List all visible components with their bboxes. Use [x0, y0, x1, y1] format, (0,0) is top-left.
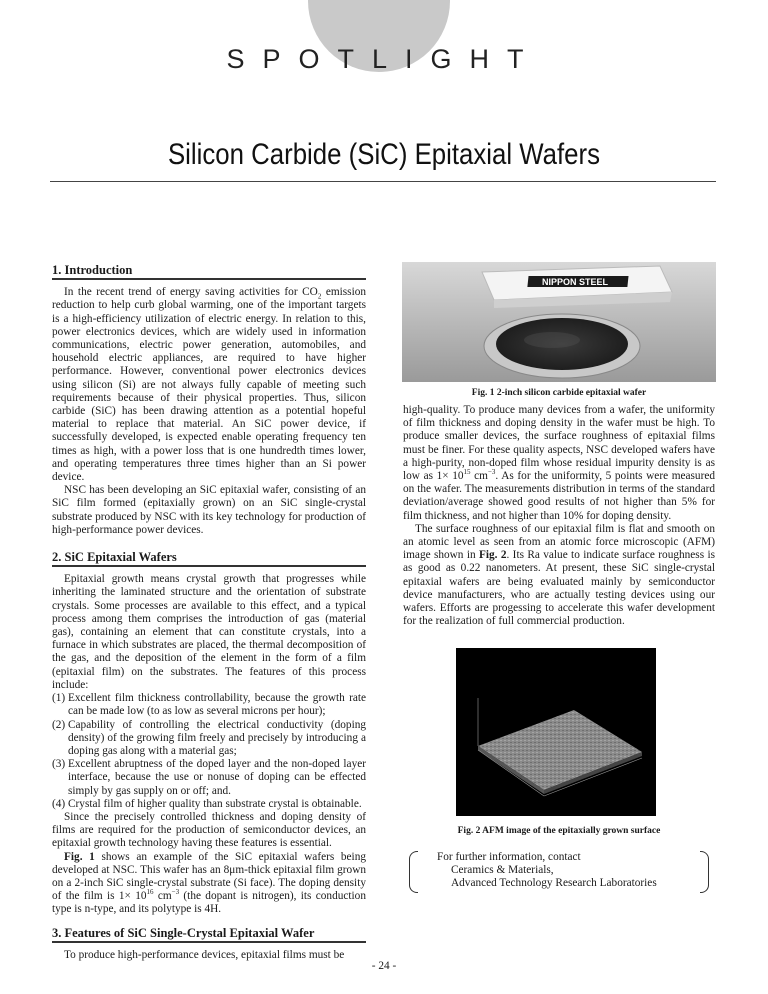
epi-paragraph-2: Since the precisely controlled thickness and doping density of films are required for the production of semiconductor devices, an epitaxial growth technology having these features is essential. — [52, 810, 366, 850]
title-divider — [50, 181, 716, 182]
spotlight-heading: SPOTLIGHT — [226, 44, 542, 74]
epi-paragraph-1: Epitaxial growth means crystal growth that progresses while inheriting the laminated structure and the orientation of substrate crystals. Some processes are available to this effect, and a typical process among them comprises the introduction of gas (material gas), containing an element that can constitute crystals, into a furnace in which substrates are placed, the thermal decomposition of the gas, and the deposition of the element in the form of a film (epitaxial film) on the substrates. The features of this process include: — [52, 573, 366, 691]
list-item: (2) Capability of controlling the electrical conductivity (doping density) of the growing film freely and precisely by introducing a doping gas along with a material gas; — [52, 718, 366, 757]
process-features-list — [52, 692, 366, 811]
figure-2-caption: Fig. 2 AFM image of the epitaxially grown surface — [457, 826, 661, 836]
list-item: (4) Crystal film of higher quality than substrate crystal is obtainable. — [52, 797, 362, 810]
list-item: (1) Excellent film thickness controllability, because the growth rate can be made low (to as low as several microns per hour); — [52, 692, 366, 718]
section-heading-introduction: 1. Introduction — [52, 264, 366, 280]
figure-1-caption: Fig. 1 2-inch silicon carbide epitaxial wafer — [471, 388, 647, 398]
intro-paragraph-1: In the recent trend of energy saving activities for $CO_2$ emission reduction to help curb global warming, one of the important targets is a high-efficiency utilization of electric energy. In relation to this, power electronics devices, which are widely used in information communications, electric power generation, automobiles, and household electric appliances, are required to have higher performance. However, conventional power electronics devices using silicon (Si) are not always fully capable of meeting such requirements because of their physical properties. Thus, silicon carbide (SiC) has been drawing attention as a potential hopeful material to replace that material. An SiC power device, if successfully developed, is expected enable operating frequency ten times as high, with a power loss that is one hundredth times lower, and operating temperatures three times higher than an Si power device. — [52, 286, 367, 484]
intro-paragraph-2: NSC has been developing an SiC epitaxial wafer, consisting of an SiC film formed (epitaxially grown) on an SiC single-crystal substrate produced by NSC with its key technology for production of high-performance power devices. — [52, 484, 366, 536]
section-heading-features: 3. Features of SiC Single-Crystal Epitaxial Wafer — [52, 927, 366, 943]
page-title: Silicon Carbide (SiC) Epitaxial Wafers — [167, 138, 601, 171]
contact-box — [409, 851, 709, 891]
fig1-brand-label: NIPPON STEEL — [542, 277, 609, 287]
contact-intro: For further information, contact — [437, 851, 581, 863]
epi-paragraph-3: Fig. 1 shows an example of the SiC epitaxial wafers being developed at NSC. This wafer has an 8μm-thick epitaxial film grown on a 2-inch SiC single-crystal substrate (Si face). The doping density of the film is $1\times 10^{16}$ $cm^{-3}$ (the dopant is nitrogen), its conduction type is n-type, and its polytype is 4H. — [52, 850, 366, 916]
figure-2-afm-image — [456, 648, 656, 816]
page-number: - 24 - — [371, 960, 397, 972]
section-heading-epitaxial-wafers: 2. SiC Epitaxial Wafers — [52, 551, 366, 567]
contact-laboratory: Advanced Technology Research Laboratories — [451, 877, 657, 890]
right-column — [403, 404, 715, 628]
contact-department: Ceramics & Materials, — [451, 864, 554, 877]
list-item: (3) Excellent abruptness of the doped layer and the non-doped layer interface, because the use or nonuse of doping can be effected simply by gas supply on or off; and. — [52, 758, 366, 797]
figure-1-wafer-photo — [402, 262, 716, 382]
features-paragraph-1-continued: high-quality. To produce many devices from a wafer, the uniformity of film thickness and doping density in the wafer must be high. To produce smaller devices, the surface roughness of epitaxial films must be finer. For these quality aspects, NSC developed wafers have a high-purity, non-doped film whose residual impurity density is as low as $1\times 10^{15}$ $cm^{-3}$. As for the uniformity, 5 points were measured on the wafer. The measurements distribution in terms of the standard deviation/average showed good results of not higher than 5% for film thickness, and not higher than 10% for doping density. — [403, 404, 715, 522]
features-paragraph-2: The surface roughness of our epitaxial film is flat and smooth on an atomic level as seen from an atomic force microscopic (AFM) image shown in Fig. 2. Its Ra value to indicate surface roughness is as good as 0.22 nanometers. At present, these SiC single-crystal epitaxial wafers are being evaluated mainly by semiconductor device manufacturers, who are actually testing devices using our wafers. Efforts are progessing to accelerate this wafer development for the realization of full commercial production. — [403, 522, 715, 628]
features-paragraph-1-start: To produce high-performance devices, epitaxial films must be — [64, 948, 345, 961]
left-column — [52, 264, 366, 962]
